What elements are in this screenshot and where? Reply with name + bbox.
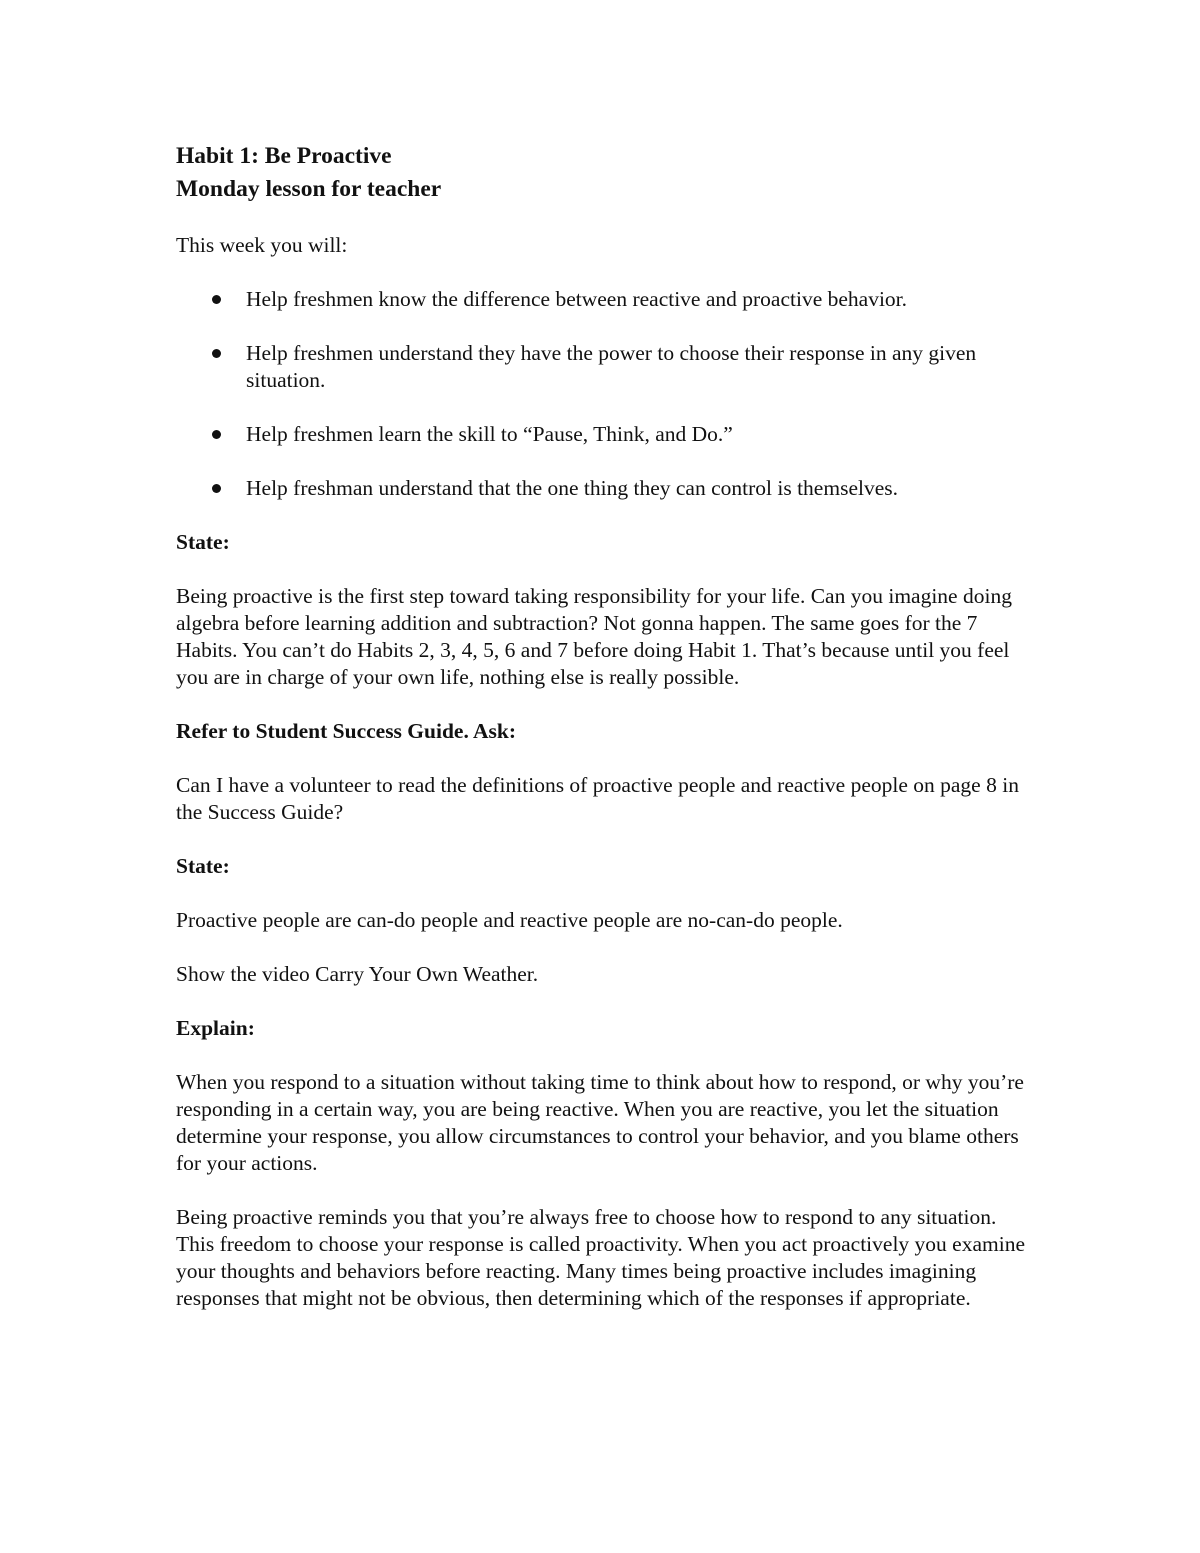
intro-text: This week you will: — [176, 233, 348, 257]
list-item — [176, 475, 1026, 502]
explain-paragraph-2: Being proactive reminds you that you’re always free to choose how to respond to any situation. This freedom to choose your response is called proactivity. When you act proactively you examine your thoughts and behaviors before reacting. Many times being proactive includes imagining responses that might not be obvious, then determining which of the responses if appropriate. — [176, 1205, 1025, 1310]
state-paragraph-2: Proactive people are can-do people and reactive people are no-can-do people. — [176, 908, 843, 932]
list-item — [176, 286, 1026, 313]
document-page — [176, 140, 1036, 1312]
explain-paragraph-1: When you respond to a situation without taking time to think about how to respond, or why you’re responding in a certain way, you are being reactive. When you are reactive, you let the situation determine your response, you allow circumstances to control your behavior, and you blame others for your actions. — [176, 1070, 1024, 1175]
objective-text: Help freshman understand that the one thing they can control is themselves. — [246, 476, 898, 500]
spacer — [176, 206, 1036, 232]
document-subtitle: Monday lesson for teacher — [176, 176, 442, 202]
bullet-icon — [212, 484, 221, 493]
bullet-icon — [212, 430, 221, 439]
state-paragraph: Being proactive is the first step toward taking responsibility for your life. Can you imagine doing algebra before learning addition and subtraction? Not gonna happen. The same goes for the 7 Habits. You can’t do Habits 2, 3, 4, 5, 6 and 7 before doing Habit 1. That’s because until you feel you are in charge of your own life, nothing else is really possible. — [176, 584, 1012, 689]
ask-paragraph: Can I have a volunteer to read the definitions of proactive people and reactive people on page 8 in the Success Guide? — [176, 773, 1019, 824]
objective-text: Help freshmen know the difference between reactive and proactive behavior. — [246, 287, 908, 311]
section-heading-refer: Refer to Student Success Guide. Ask: — [176, 719, 517, 743]
section-heading-explain: Explain: — [176, 1016, 255, 1040]
bullet-icon — [212, 349, 221, 358]
list-item — [176, 421, 1026, 448]
objectives-list — [176, 286, 1036, 502]
section-heading-state-2: State: — [176, 854, 230, 878]
document-title: Habit 1: Be Proactive — [176, 143, 392, 169]
objective-text: Help freshmen understand they have the power to choose their response in any given situation. — [246, 341, 977, 392]
bullet-icon — [212, 295, 221, 304]
objective-text: Help freshmen learn the skill to “Pause, Think, and Do.” — [246, 422, 733, 446]
video-instruction: Show the video Carry Your Own Weather. — [176, 962, 539, 986]
list-item — [176, 340, 1026, 394]
section-heading-state: State: — [176, 530, 230, 554]
